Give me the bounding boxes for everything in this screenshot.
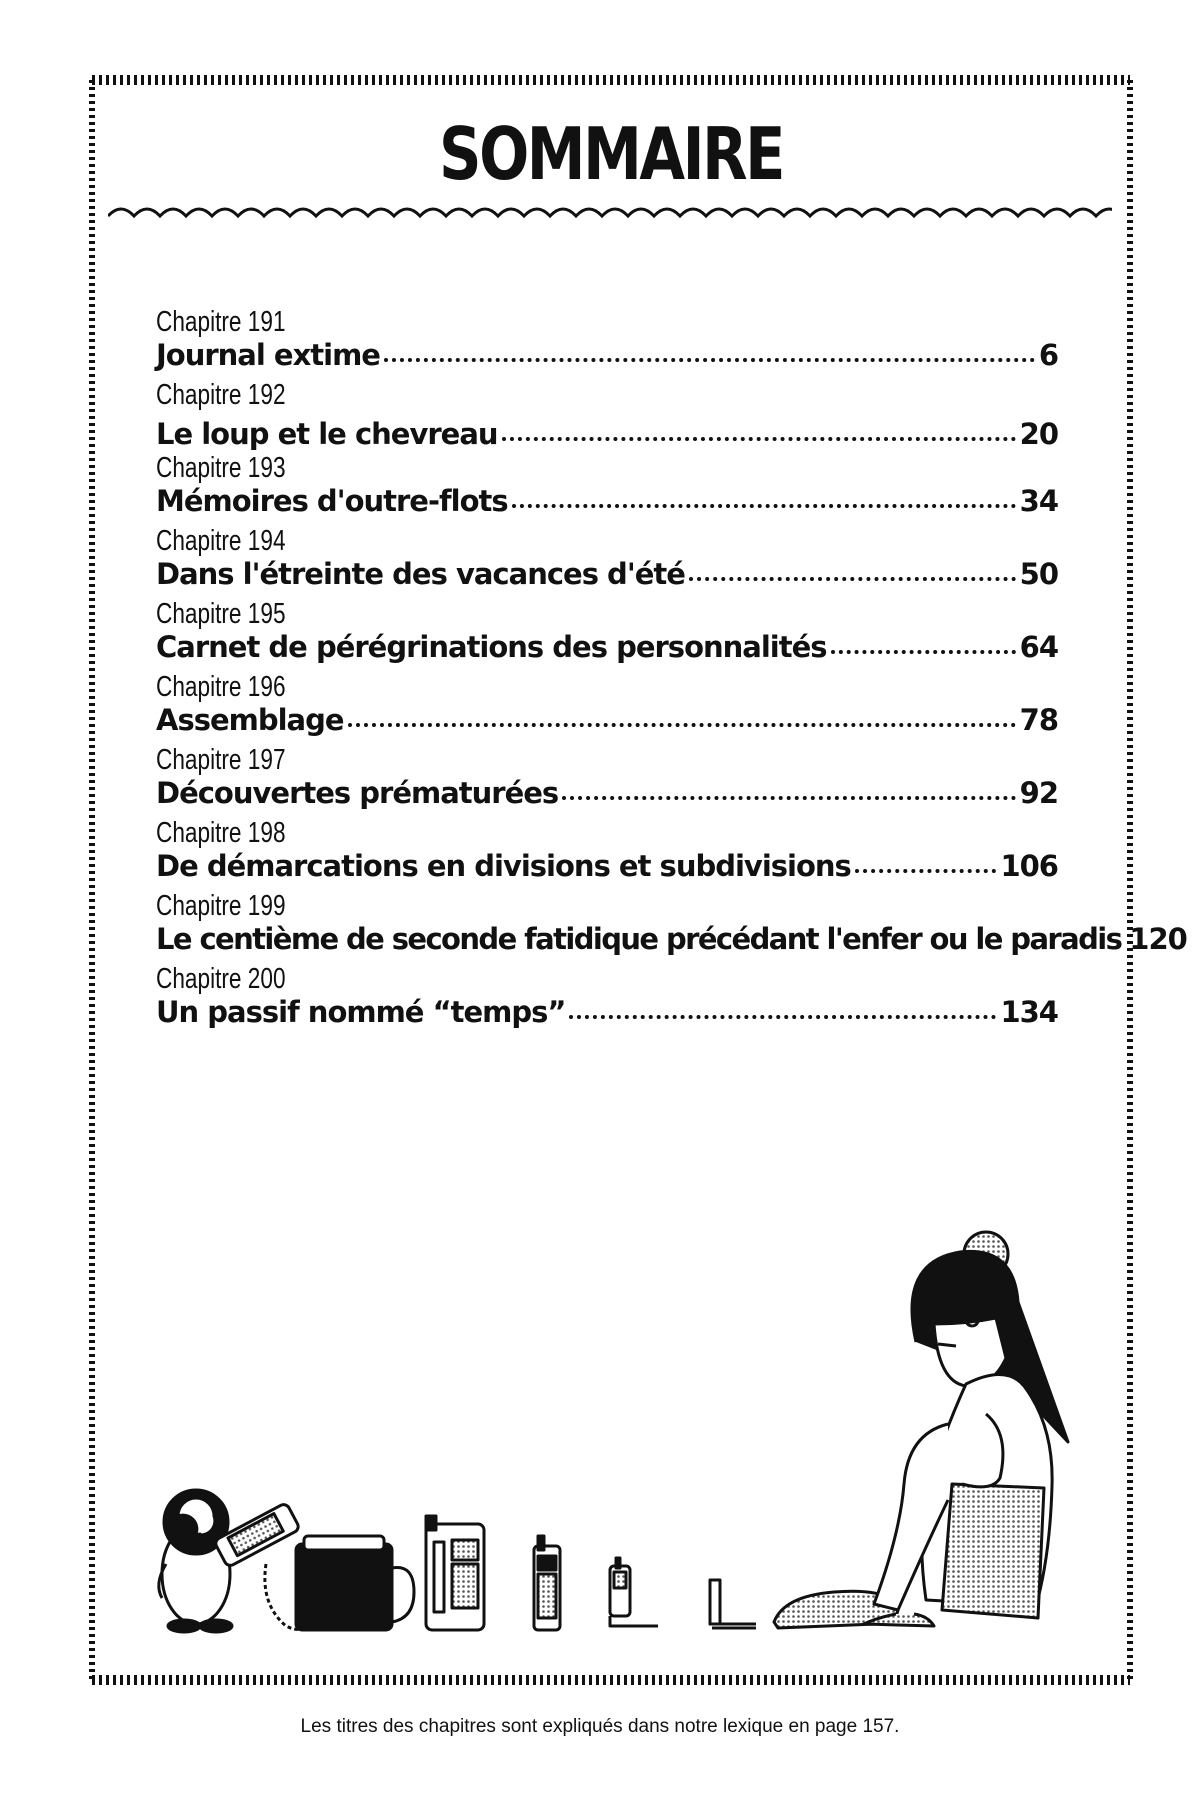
chapter-line <box>156 417 1058 451</box>
toc-entry-192[interactable] <box>156 379 1058 452</box>
chapter-line <box>156 557 1058 591</box>
chapter-number: Chapitre 197 <box>156 744 286 776</box>
dot-leader <box>512 504 1016 508</box>
dot-leader <box>562 796 1015 800</box>
chapter-line <box>156 338 1058 372</box>
chapter-number: Chapitre 194 <box>156 525 286 557</box>
toc-entry-196[interactable] <box>156 671 1058 744</box>
page-number: 134 <box>1000 995 1058 1029</box>
chapter-title: Le loup et le chevreau <box>156 417 498 451</box>
car-phone-icon <box>214 1503 414 1630</box>
footer-note: Les titres des chapitres sont expliqués dans notre lexique en page 157. <box>300 1716 900 1737</box>
chapter-title: Carnet de pérégrinations des personnalités <box>156 630 827 664</box>
dot-leader <box>855 869 997 873</box>
page-number: 34 <box>1019 484 1058 518</box>
chapter-line <box>156 995 1058 1029</box>
chapter-title: Assemblage <box>156 703 344 737</box>
dot-leader <box>831 650 1016 654</box>
flip-phone-icon <box>610 1558 658 1626</box>
dot-leader <box>384 358 1035 362</box>
chapter-title: Mémoires d'outre-flots <box>156 484 508 518</box>
chapter-number: Chapitre 196 <box>156 671 286 703</box>
chapter-number: Chapitre 199 <box>156 890 286 922</box>
toc-entry-195[interactable] <box>156 598 1058 671</box>
chapter-title: De démarcations en divisions et subdivisions <box>156 849 851 883</box>
mobile-phone-icon <box>534 1536 560 1630</box>
page-number: 64 <box>1019 630 1058 664</box>
chapter-number: Chapitre 198 <box>156 817 286 849</box>
chapter-line <box>156 776 1058 810</box>
chapter-line <box>156 630 1058 664</box>
chapter-number: Chapitre 191 <box>156 306 286 338</box>
page-number: 6 <box>1038 338 1058 372</box>
page-number: 78 <box>1019 703 1058 737</box>
page-number: 120 <box>1129 922 1187 956</box>
chapter-title: Journal extime <box>156 338 380 372</box>
toc-entry-200[interactable] <box>156 963 1058 1036</box>
brick-phone-icon <box>426 1516 484 1630</box>
table-of-contents <box>156 306 1187 1036</box>
toc-entry-198[interactable] <box>156 817 1058 890</box>
page-title: SOMMAIRE <box>439 112 783 196</box>
chapter-line <box>156 922 1187 956</box>
girl-sitting-icon <box>864 1232 1068 1626</box>
chapter-title: Un passif nommé “temps” <box>156 995 566 1029</box>
page-number: 20 <box>1019 417 1058 451</box>
page-number: 106 <box>1000 849 1058 883</box>
chapter-number: Chapitre 193 <box>156 452 286 484</box>
toc-entry-191[interactable] <box>156 306 1058 379</box>
chapter-title: Le centième de seconde fatidique précédant l'enfer ou le paradis <box>156 922 1122 956</box>
chapter-number: Chapitre 200 <box>156 963 286 995</box>
page-frame <box>86 74 1187 1686</box>
penguin-icon <box>159 1490 232 1632</box>
chapter-number: Chapitre 192 <box>156 379 286 411</box>
dot-leader <box>569 1015 996 1019</box>
page-number: 92 <box>1019 776 1058 810</box>
chapter-title: Découvertes prématurées <box>156 776 559 810</box>
toc-entry-193[interactable] <box>156 452 1058 525</box>
toc-entry-194[interactable] <box>156 525 1058 598</box>
wavy-divider <box>108 204 1112 228</box>
chapter-line <box>156 849 1058 883</box>
toc-entry-199[interactable] <box>156 890 1187 963</box>
toc-entry-197[interactable] <box>156 744 1058 817</box>
page-number: 50 <box>1019 557 1058 591</box>
illustration <box>126 1224 1126 1664</box>
folded-phone-icon <box>710 1580 756 1628</box>
dot-leader <box>689 577 1016 581</box>
chapter-line <box>156 703 1058 737</box>
dot-leader <box>502 437 1016 441</box>
chapter-number: Chapitre 195 <box>156 598 286 630</box>
chapter-title: Dans l'étreinte des vacances d'été <box>156 557 685 591</box>
dot-leader <box>348 723 1016 727</box>
chapter-line <box>156 484 1058 518</box>
